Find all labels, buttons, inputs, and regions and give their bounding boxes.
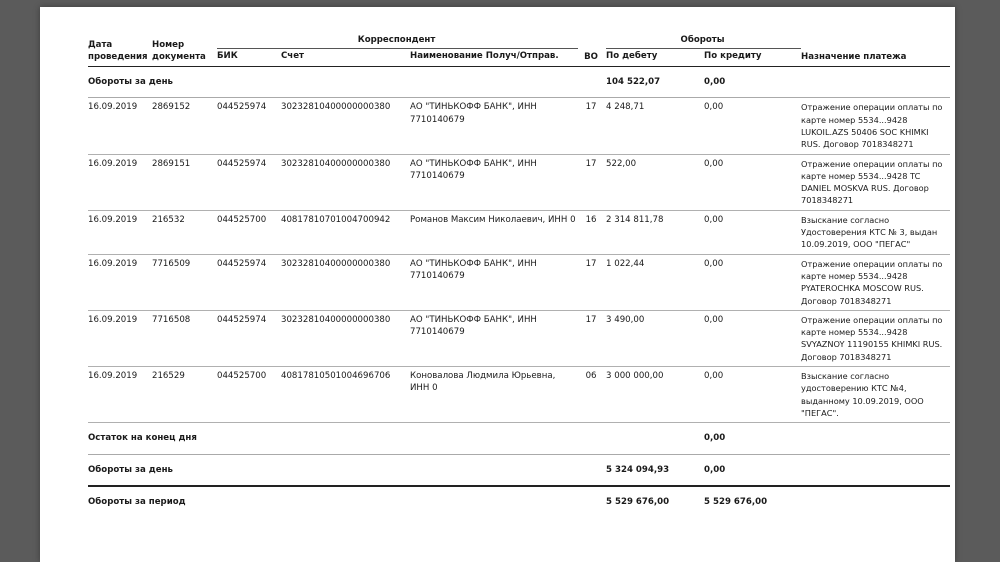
account-cell: 30232810400000000380 <box>281 310 410 366</box>
header-turnovers: Обороты <box>606 31 801 49</box>
table-row <box>88 154 950 210</box>
debit-cell: 3 000 000,00 <box>606 367 704 423</box>
vo-cell: 17 <box>578 154 606 210</box>
day-turnover-label: Обороты за день <box>88 66 606 97</box>
purpose-cell: Отражение операции оплаты по карте номер 5534...9428 PYATEROCHKA MOSCOW RUS. Договор 7018348271 <box>801 254 950 310</box>
end-balance-debit <box>606 423 704 454</box>
name-cell: АО "ТИНЬКОФФ БАНК", ИНН 7710140679 <box>410 310 578 366</box>
vo-cell: 17 <box>578 310 606 366</box>
period-turnover-credit: 5 529 676,00 <box>704 497 768 508</box>
vo-cell: 17 <box>578 98 606 154</box>
bik-cell: 044525700 <box>217 367 281 423</box>
table-row <box>88 210 950 254</box>
doc-number-cell: 7716509 <box>152 254 217 310</box>
credit-cell: 0,00 <box>704 254 801 310</box>
header-purpose: Назначение платежа <box>801 31 950 66</box>
account-cell: 40817810701004700942 <box>281 210 410 254</box>
bik-cell: 044525974 <box>217 98 281 154</box>
day-turnover-debit: 104 522,07 <box>606 66 704 97</box>
period-turnover-row <box>88 486 950 517</box>
purpose-cell: Отражение операции оплаты по карте номер 5534...9428 LUKOIL.AZS 50406 SOC KHIMKI RUS. Договор 7018348271 <box>801 98 950 154</box>
name-cell: АО "ТИНЬКОФФ БАНК", ИНН 7710140679 <box>410 154 578 210</box>
header-account: Счет <box>281 49 410 66</box>
purpose-cell: Взыскание согласно Удостоверения КТС № 3, выдан 10.09.2019, ООО "ПЕГАС" <box>801 210 950 254</box>
credit-cell: 0,00 <box>704 98 801 154</box>
debit-cell: 4 248,71 <box>606 98 704 154</box>
debit-cell: 1 022,44 <box>606 254 704 310</box>
table-row <box>88 254 950 310</box>
table-row <box>88 98 950 154</box>
debit-cell: 3 490,00 <box>606 310 704 366</box>
credit-cell: 0,00 <box>704 367 801 423</box>
table-row <box>88 367 950 423</box>
end-balance-row <box>88 423 950 454</box>
name-cell: АО "ТИНЬКОФФ БАНК", ИНН 7710140679 <box>410 254 578 310</box>
bik-cell: 044525974 <box>217 154 281 210</box>
header-doc-number: Номер документа <box>152 31 217 66</box>
date-cell: 16.09.2019 <box>88 254 152 310</box>
account-cell: 40817810501004696706 <box>281 367 410 423</box>
account-cell: 30232810400000000380 <box>281 154 410 210</box>
account-cell: 30232810400000000380 <box>281 254 410 310</box>
doc-number-cell: 216529 <box>152 367 217 423</box>
name-cell: АО "ТИНЬКОФФ БАНК", ИНН 7710140679 <box>410 98 578 154</box>
header-name: Наименование Получ/Отправ. <box>410 49 578 66</box>
date-cell: 16.09.2019 <box>88 210 152 254</box>
day-turnover-credit: 0,00 <box>704 66 801 97</box>
day-turnover-bottom-debit: 5 324 094,93 <box>606 454 704 486</box>
header-vo: ВО <box>578 31 606 66</box>
name-cell: Романов Максим Николаевич, ИНН 0 <box>410 210 578 254</box>
debit-cell: 2 314 811,78 <box>606 210 704 254</box>
bik-cell: 044525974 <box>217 254 281 310</box>
credit-cell: 0,00 <box>704 210 801 254</box>
end-balance-credit: 0,00 <box>704 423 801 454</box>
statement-page <box>40 7 955 562</box>
doc-number-cell: 216532 <box>152 210 217 254</box>
name-cell: Коновалова Людмила Юрьевна, ИНН 0 <box>410 367 578 423</box>
credit-cell: 0,00 <box>704 154 801 210</box>
header-debit: По дебету <box>606 49 704 66</box>
bik-cell: 044525700 <box>217 210 281 254</box>
header-date: Дата проведения <box>88 31 152 66</box>
doc-number-cell: 7716508 <box>152 310 217 366</box>
period-turnover-debit: 5 529 676,00 <box>606 497 670 508</box>
day-turnover-top-row <box>88 66 950 97</box>
account-cell: 30232810400000000380 <box>281 98 410 154</box>
bik-cell: 044525974 <box>217 310 281 366</box>
header-bik: БИК <box>217 49 281 66</box>
vo-cell: 06 <box>578 367 606 423</box>
period-turnover-label: Обороты за период <box>88 497 186 508</box>
doc-number-cell: 2869152 <box>152 98 217 154</box>
statement-table <box>88 31 950 518</box>
vo-cell: 16 <box>578 210 606 254</box>
purpose-cell: Отражение операции оплаты по карте номер 5534...9428 TC DANIEL MOSKVA RUS. Договор 7018348271 <box>801 154 950 210</box>
date-cell: 16.09.2019 <box>88 154 152 210</box>
credit-cell: 0,00 <box>704 310 801 366</box>
header-correspondent: Корреспондент <box>217 31 578 49</box>
vo-cell: 17 <box>578 254 606 310</box>
purpose-cell: Отражение операции оплаты по карте номер 5534...9428 SVYAZNOY 11190155 KHIMKI RUS. Договор 7018348271 <box>801 310 950 366</box>
purpose-cell: Взыскание согласно удостоверению КТС №4, выданному 10.09.2019, ООО "ПЕГАС". <box>801 367 950 423</box>
table-row <box>88 310 950 366</box>
date-cell: 16.09.2019 <box>88 98 152 154</box>
date-cell: 16.09.2019 <box>88 367 152 423</box>
doc-number-cell: 2869151 <box>152 154 217 210</box>
debit-cell: 522,00 <box>606 154 704 210</box>
end-balance-label: Остаток на конец дня <box>88 423 606 454</box>
day-turnover-bottom-label: Обороты за день <box>88 454 606 486</box>
day-turnover-bottom-row <box>88 454 950 486</box>
header-credit: По кредиту <box>704 49 801 66</box>
date-cell: 16.09.2019 <box>88 310 152 366</box>
day-turnover-bottom-credit: 0,00 <box>704 454 801 486</box>
